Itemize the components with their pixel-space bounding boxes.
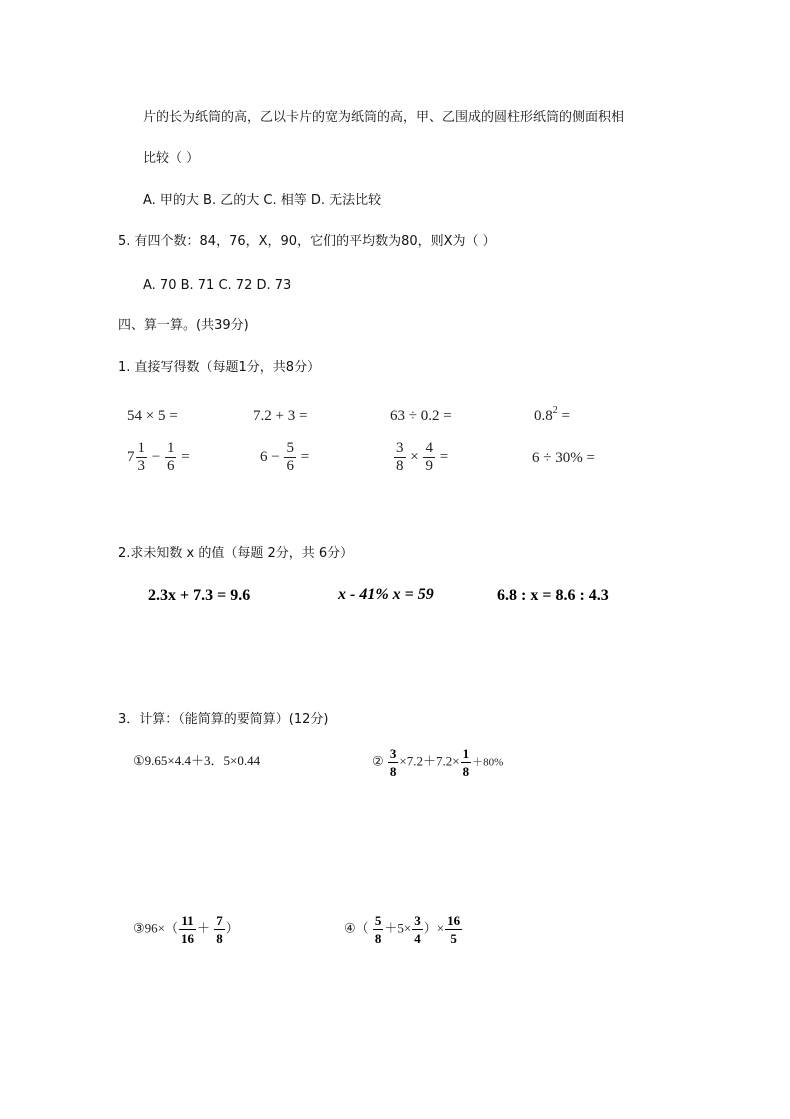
fraction: $\frac{1}{3}$ bbox=[137, 440, 145, 474]
fraction: $\frac{3}{4}$ bbox=[414, 913, 421, 946]
calc-3eighths-times-4ninths: $\frac{3}{8}$ × $\frac{4}{9}$ = bbox=[396, 440, 449, 474]
fraction: $\frac{4}{9}$ bbox=[425, 440, 433, 474]
calc-expression-1: ①9.65×4.4＋3．5×0.44 bbox=[133, 753, 261, 768]
equation-1: 2.3x + 7.3 = 9.6 bbox=[148, 587, 251, 604]
equation-3: 6.8 : x = 8.6 : 4.3 bbox=[497, 587, 609, 604]
fraction: $\frac{7}{8}$ bbox=[216, 913, 223, 946]
calc-expression-2: ② $\frac{3}{8}$ ×7.2＋7.2× $\frac{1}{8}$ ＋80% bbox=[372, 746, 504, 779]
sub1-title: 1. 直接写得数（每题1分，共8分） bbox=[118, 360, 321, 375]
calc-7.2plus3: 7.2 + 3 = bbox=[253, 408, 308, 424]
calc-6-div-30pct: 6 ÷ 30% = bbox=[532, 450, 595, 466]
sub2-title: 2.求未知数 x 的值（每题 2分，共 6分） bbox=[118, 546, 354, 561]
q4-options: A. 甲的大 B. 乙的大 C. 相等 D. 无法比较 bbox=[143, 193, 382, 208]
sub3-title: 3．计算：（能简算的要简算）(12分) bbox=[118, 712, 329, 727]
fraction: $\frac{1}{8}$ bbox=[462, 746, 470, 779]
fraction: $\frac{3}{8}$ bbox=[389, 746, 397, 779]
fraction: $\frac{16}{5}$ bbox=[447, 913, 461, 946]
fraction: $\frac{5}{6}$ bbox=[286, 440, 294, 474]
q4-stem-line2: 比较（ ） bbox=[143, 151, 200, 166]
fraction: $\frac{5}{8}$ bbox=[374, 913, 382, 946]
q4-stem-line1: 片的长为纸筒的高，乙以卡片的宽为纸筒的高，甲、乙围成的圆柱形纸筒的侧面积相 bbox=[143, 110, 625, 125]
equation-2: x - 41% x = 59 bbox=[338, 586, 434, 603]
fraction: $\frac{3}{8}$ bbox=[396, 440, 404, 474]
calc-54x5: 54 × 5 = bbox=[127, 408, 178, 424]
calc-expression-3: ③96×（ $\frac{11}{16}$ ＋ $\frac{7}{8}$ ） bbox=[133, 913, 239, 946]
calc-63div0.2: 63 ÷ 0.2 = bbox=[390, 408, 452, 424]
section4-title: 四、算一算。(共39分) bbox=[118, 318, 249, 333]
fraction: $\frac{11}{16}$ bbox=[181, 913, 194, 946]
calc-expression-4: ④（ $\frac{5}{8}$ ＋5× $\frac{3}{4}$ ）× $\frac{16}{5}$ bbox=[344, 913, 461, 946]
calc-6-minus-5sixths: 6 − $\frac{5}{6}$ = bbox=[260, 440, 310, 474]
calc-0.8-squared: $0.8^2$ = bbox=[534, 405, 570, 424]
q5-stem: 5. 有四个数：84，76，X，90，它们的平均数为80，则X为（ ） bbox=[118, 234, 496, 249]
q5-options: A. 70 B. 71 C. 72 D. 73 bbox=[143, 278, 292, 293]
calc-7-1third-minus-1sixth: 7 $\frac{1}{3}$ − $\frac{1}{6}$ = bbox=[127, 440, 190, 474]
fraction: $\frac{1}{6}$ bbox=[166, 440, 175, 474]
